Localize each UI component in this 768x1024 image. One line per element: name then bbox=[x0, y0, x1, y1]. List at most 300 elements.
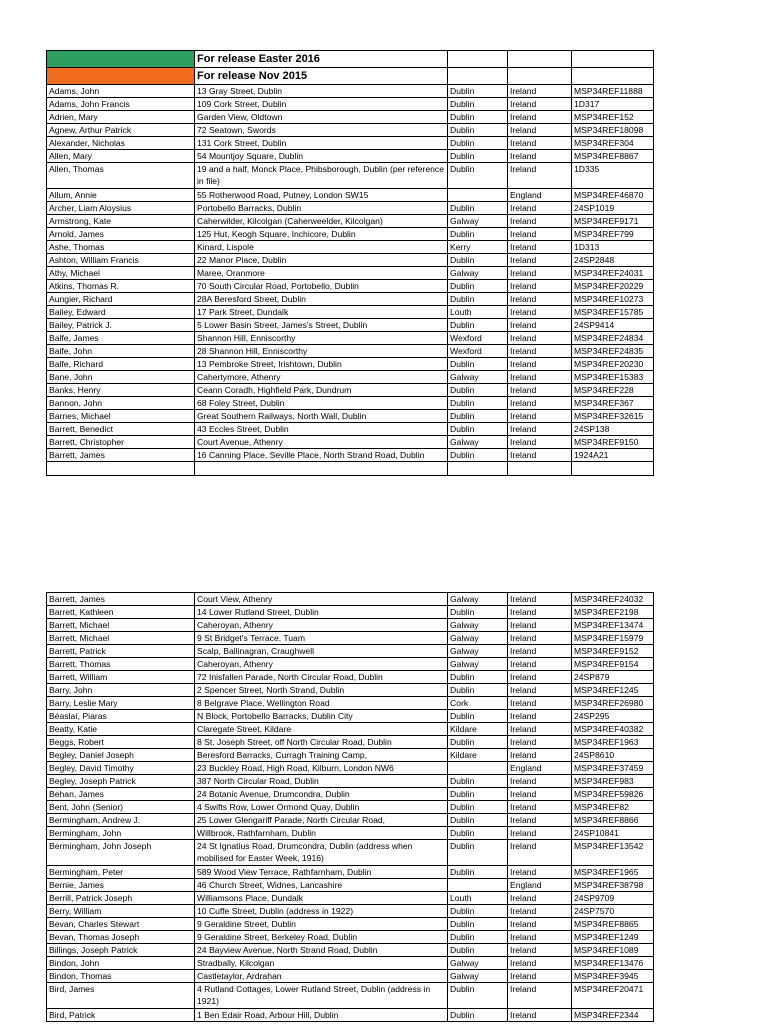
name-cell: Bird, James bbox=[47, 983, 195, 1009]
county-cell: Galway bbox=[448, 970, 508, 983]
address-cell: 24 Bayview Avenue, North Strand Road, Dublin bbox=[195, 944, 448, 957]
reference-cell: MSP34REF40382 bbox=[572, 723, 654, 736]
county-cell: Dublin bbox=[448, 150, 508, 163]
county-cell: Galway bbox=[448, 632, 508, 645]
table-row bbox=[47, 98, 654, 111]
name-cell: Berrill, Patrick Joseph bbox=[47, 892, 195, 905]
table-row bbox=[47, 345, 654, 358]
country-cell: Ireland bbox=[508, 345, 572, 358]
country-cell: Ireland bbox=[508, 371, 572, 384]
table-row bbox=[47, 619, 654, 632]
county-cell: Dublin bbox=[448, 814, 508, 827]
table-row bbox=[47, 723, 654, 736]
reference-cell: MSP34REF228 bbox=[572, 384, 654, 397]
name-cell: Barrett, William bbox=[47, 671, 195, 684]
name-cell: Balfe, John bbox=[47, 345, 195, 358]
reference-cell: 24SP295 bbox=[572, 710, 654, 723]
county-cell: Dublin bbox=[448, 1009, 508, 1022]
county-cell: Dublin bbox=[448, 840, 508, 866]
records-table-bottom bbox=[46, 592, 654, 1022]
county-cell: Dublin bbox=[448, 293, 508, 306]
country-cell: Ireland bbox=[508, 606, 572, 619]
country-cell: Ireland bbox=[508, 449, 572, 462]
county-cell: Galway bbox=[448, 957, 508, 970]
country-cell: Ireland bbox=[508, 150, 572, 163]
table-row bbox=[47, 306, 654, 319]
county-cell: Galway bbox=[448, 215, 508, 228]
reference-cell: MSP34REF13474 bbox=[572, 619, 654, 632]
reference-cell: 24SP138 bbox=[572, 423, 654, 436]
reference-cell: 24SP7570 bbox=[572, 905, 654, 918]
reference-cell: MSP34REF11888 bbox=[572, 85, 654, 98]
address-cell: 9 St Bridget's Terrace, Tuam bbox=[195, 632, 448, 645]
name-cell: Barrett, James bbox=[47, 593, 195, 606]
reference-cell: MSP34REF8865 bbox=[572, 918, 654, 931]
table-row bbox=[47, 410, 654, 423]
country-cell: England bbox=[508, 762, 572, 775]
address-cell: 23 Buckley Road, High Road, Kilburn, London NW6 bbox=[195, 762, 448, 775]
country-cell: England bbox=[508, 879, 572, 892]
country-cell: Ireland bbox=[508, 749, 572, 762]
reference-cell: MSP34REF9154 bbox=[572, 658, 654, 671]
table-row bbox=[47, 436, 654, 449]
address-cell: 28A Beresford Street, Dublin bbox=[195, 293, 448, 306]
legend-label-nov-2015: For release Nov 2015 bbox=[195, 68, 448, 85]
county-cell: Galway bbox=[448, 436, 508, 449]
name-cell: Barnes, Michael bbox=[47, 410, 195, 423]
country-cell: Ireland bbox=[508, 905, 572, 918]
reference-cell: MSP34REF38798 bbox=[572, 879, 654, 892]
name-cell: Adrien, Mary bbox=[47, 111, 195, 124]
county-cell: Galway bbox=[448, 645, 508, 658]
address-cell: 25 Lower Glengariff Parade, North Circular Road, bbox=[195, 814, 448, 827]
name-cell: Behan, James bbox=[47, 788, 195, 801]
address-cell: 109 Cork Street, Dublin bbox=[195, 98, 448, 111]
reference-cell: MSP34REF18098 bbox=[572, 124, 654, 137]
table-row bbox=[47, 892, 654, 905]
address-cell: 70 South Circular Road, Portobello, Dublin bbox=[195, 280, 448, 293]
country-cell: Ireland bbox=[508, 775, 572, 788]
name-cell: Bermingham, Peter bbox=[47, 866, 195, 879]
table-row bbox=[47, 697, 654, 710]
address-cell: 28 Shannon Hill, Enniscorthy bbox=[195, 345, 448, 358]
address-cell: Garden View, Oldtown bbox=[195, 111, 448, 124]
legend-swatch-orange bbox=[47, 68, 195, 85]
table-row bbox=[47, 658, 654, 671]
country-cell: Ireland bbox=[508, 697, 572, 710]
country-cell: Ireland bbox=[508, 619, 572, 632]
country-cell: Ireland bbox=[508, 593, 572, 606]
name-cell: Allum, Annie bbox=[47, 189, 195, 202]
table-row bbox=[47, 710, 654, 723]
table-row bbox=[47, 150, 654, 163]
name-cell: Atkins, Thomas R. bbox=[47, 280, 195, 293]
address-cell: Beresford Barracks, Curragh Training Camp, bbox=[195, 749, 448, 762]
reference-cell: MSP34REF15383 bbox=[572, 371, 654, 384]
county-cell: Dublin bbox=[448, 124, 508, 137]
country-cell: Ireland bbox=[508, 228, 572, 241]
address-cell: 9 Geraldine Street, Dublin bbox=[195, 918, 448, 931]
table-row bbox=[47, 423, 654, 436]
name-cell: Berry, William bbox=[47, 905, 195, 918]
county-cell: Dublin bbox=[448, 684, 508, 697]
name-cell: Adams, John bbox=[47, 85, 195, 98]
country-cell: Ireland bbox=[508, 124, 572, 137]
country-cell: Ireland bbox=[508, 306, 572, 319]
reference-cell: 1D317 bbox=[572, 98, 654, 111]
table-row bbox=[47, 280, 654, 293]
address-cell: Williamsons Place, Dundalk bbox=[195, 892, 448, 905]
reference-cell: MSP34REF8866 bbox=[572, 814, 654, 827]
table-row bbox=[47, 228, 654, 241]
name-cell: Barry, Leslie Mary bbox=[47, 697, 195, 710]
country-cell: Ireland bbox=[508, 254, 572, 267]
table-row bbox=[47, 397, 654, 410]
address-cell: Caherwilder, Kilcolgan (Caherweelder, Kilcolgan) bbox=[195, 215, 448, 228]
county-cell: Dublin bbox=[448, 410, 508, 423]
table-row bbox=[47, 905, 654, 918]
country-cell: Ireland bbox=[508, 436, 572, 449]
address-cell: 68 Foley Street, Dublin bbox=[195, 397, 448, 410]
country-cell: Ireland bbox=[508, 332, 572, 345]
county-cell: Dublin bbox=[448, 85, 508, 98]
address-cell: 125 Hut, Keogh Square, Inchicore, Dublin bbox=[195, 228, 448, 241]
reference-cell: MSP34REF983 bbox=[572, 775, 654, 788]
county-cell: Dublin bbox=[448, 827, 508, 840]
county-cell: Dublin bbox=[448, 280, 508, 293]
country-cell: Ireland bbox=[508, 918, 572, 931]
name-cell: Bevan, Thomas Joseph bbox=[47, 931, 195, 944]
county-cell: Dublin bbox=[448, 98, 508, 111]
table-row bbox=[47, 319, 654, 332]
table-row bbox=[47, 775, 654, 788]
address-cell: Court View, Athenry bbox=[195, 593, 448, 606]
table-row bbox=[47, 371, 654, 384]
name-cell: Bindon, Thomas bbox=[47, 970, 195, 983]
country-cell: Ireland bbox=[508, 397, 572, 410]
table-row bbox=[47, 606, 654, 619]
name-cell: Adams, John Francis bbox=[47, 98, 195, 111]
table-row bbox=[47, 358, 654, 371]
country-cell: Ireland bbox=[508, 632, 572, 645]
reference-cell: 24SP8610 bbox=[572, 749, 654, 762]
name-cell: Barry, John bbox=[47, 684, 195, 697]
table-row bbox=[47, 124, 654, 137]
table-row bbox=[47, 332, 654, 345]
reference-cell: MSP34REF13476 bbox=[572, 957, 654, 970]
address-cell: 54 Mountjoy Square, Dublin bbox=[195, 150, 448, 163]
name-cell: Agnew, Arthur Patrick bbox=[47, 124, 195, 137]
county-cell: Louth bbox=[448, 306, 508, 319]
county-cell: Wexford bbox=[448, 332, 508, 345]
country-cell: Ireland bbox=[508, 970, 572, 983]
table-row bbox=[47, 215, 654, 228]
name-cell: Begley, David Timothy bbox=[47, 762, 195, 775]
country-cell: Ireland bbox=[508, 241, 572, 254]
country-cell: Ireland bbox=[508, 645, 572, 658]
address-cell: 24 Botanic Avenue, Drumcondra, Dublin bbox=[195, 788, 448, 801]
address-cell: Kinard, Lispole bbox=[195, 241, 448, 254]
address-cell: 10 Cuffe Street, Dublin (address in 1922) bbox=[195, 905, 448, 918]
name-cell: Balfe, Richard bbox=[47, 358, 195, 371]
country-cell: Ireland bbox=[508, 801, 572, 814]
county-cell bbox=[448, 879, 508, 892]
reference-cell: 1924A21 bbox=[572, 449, 654, 462]
name-cell: Bevan, Charles Stewart bbox=[47, 918, 195, 931]
name-cell: Allen, Thomas bbox=[47, 163, 195, 189]
table-row bbox=[47, 918, 654, 931]
country-cell: Ireland bbox=[508, 280, 572, 293]
country-cell: Ireland bbox=[508, 215, 572, 228]
address-cell: Willbrook, Rathfarnham, Dublin bbox=[195, 827, 448, 840]
county-cell bbox=[448, 189, 508, 202]
county-cell: Dublin bbox=[448, 163, 508, 189]
county-cell: Dublin bbox=[448, 918, 508, 931]
county-cell: Dublin bbox=[448, 254, 508, 267]
reference-cell: MSP34REF1245 bbox=[572, 684, 654, 697]
name-cell: Barrett, James bbox=[47, 449, 195, 462]
reference-cell: MSP34REF15785 bbox=[572, 306, 654, 319]
name-cell: Bernie, James bbox=[47, 879, 195, 892]
reference-cell: MSP34REF32615 bbox=[572, 410, 654, 423]
address-cell: 4 Swifts Row, Lower Ormond Quay, Dublin bbox=[195, 801, 448, 814]
county-cell: Dublin bbox=[448, 397, 508, 410]
address-cell: Portobello Barracks, Dublin bbox=[195, 202, 448, 215]
table-row bbox=[47, 85, 654, 98]
table-row bbox=[47, 293, 654, 306]
reference-cell: MSP34REF24834 bbox=[572, 332, 654, 345]
table-row bbox=[47, 801, 654, 814]
name-cell: Billings, Joseph Patrick bbox=[47, 944, 195, 957]
name-cell: Begley, Joseph Patrick bbox=[47, 775, 195, 788]
table-row bbox=[47, 241, 654, 254]
county-cell: Dublin bbox=[448, 137, 508, 150]
name-cell: Banks, Henry bbox=[47, 384, 195, 397]
address-cell: 5 Lower Basin Street, James's Street, Dublin bbox=[195, 319, 448, 332]
name-cell: Barrett, Michael bbox=[47, 632, 195, 645]
county-cell: Dublin bbox=[448, 866, 508, 879]
country-cell: Ireland bbox=[508, 98, 572, 111]
name-cell: Bane, John bbox=[47, 371, 195, 384]
address-cell: 13 Gray Street, Dublin bbox=[195, 85, 448, 98]
address-cell: Great Southern Railways, North Wall, Dublin bbox=[195, 410, 448, 423]
name-cell: Bird, Patrick bbox=[47, 1009, 195, 1022]
reference-cell: MSP34REF304 bbox=[572, 137, 654, 150]
name-cell: Barrett, Thomas bbox=[47, 658, 195, 671]
table-row bbox=[47, 762, 654, 775]
county-cell: Galway bbox=[448, 619, 508, 632]
county-cell: Galway bbox=[448, 267, 508, 280]
country-cell: Ireland bbox=[508, 358, 572, 371]
county-cell: Dublin bbox=[448, 710, 508, 723]
name-cell: Barrett, Michael bbox=[47, 619, 195, 632]
table-row bbox=[47, 983, 654, 1009]
address-cell: 72 Seatown, Swords bbox=[195, 124, 448, 137]
country-cell: Ireland bbox=[508, 788, 572, 801]
table-row bbox=[47, 957, 654, 970]
table-row bbox=[47, 163, 654, 189]
reference-cell: MSP34REF2344 bbox=[572, 1009, 654, 1022]
table-row bbox=[47, 788, 654, 801]
address-cell: Scalp, Ballinagran, Craughwell bbox=[195, 645, 448, 658]
country-cell: Ireland bbox=[508, 163, 572, 189]
reference-cell: 24SP2848 bbox=[572, 254, 654, 267]
county-cell: Dublin bbox=[448, 983, 508, 1009]
country-cell: Ireland bbox=[508, 1009, 572, 1022]
county-cell: Dublin bbox=[448, 775, 508, 788]
county-cell: Kildare bbox=[448, 723, 508, 736]
reference-cell: MSP34REF37459 bbox=[572, 762, 654, 775]
name-cell: Beggs, Robert bbox=[47, 736, 195, 749]
name-cell: Bermingham, John Joseph bbox=[47, 840, 195, 866]
name-cell: Ashton, William Francis bbox=[47, 254, 195, 267]
name-cell: Ashe, Thomas bbox=[47, 241, 195, 254]
address-cell: 4 Rutland Cottages, Lower Rutland Street, Dublin (address in 1921) bbox=[195, 983, 448, 1009]
country-cell: Ireland bbox=[508, 319, 572, 332]
table-row bbox=[47, 384, 654, 397]
reference-cell: MSP34REF13542 bbox=[572, 840, 654, 866]
county-cell: Wexford bbox=[448, 345, 508, 358]
address-cell: Castletaylor, Ardrahan bbox=[195, 970, 448, 983]
reference-cell: MSP34REF2198 bbox=[572, 606, 654, 619]
reference-cell: MSP34REF24032 bbox=[572, 593, 654, 606]
reference-cell: MSP34REF1965 bbox=[572, 866, 654, 879]
table-row bbox=[47, 814, 654, 827]
table-row bbox=[47, 267, 654, 280]
name-cell: Archer, Liam Aloysius bbox=[47, 202, 195, 215]
legend-row-nov-2015 bbox=[47, 68, 654, 85]
county-cell: Dublin bbox=[448, 801, 508, 814]
address-cell: 1 Ben Edair Road, Arbour Hill, Dublin bbox=[195, 1009, 448, 1022]
reference-cell: MSP34REF1089 bbox=[572, 944, 654, 957]
reference-cell: MSP34REF15979 bbox=[572, 632, 654, 645]
table-row bbox=[47, 671, 654, 684]
reference-cell: MSP34REF26980 bbox=[572, 697, 654, 710]
name-cell: Bailey, Patrick J. bbox=[47, 319, 195, 332]
table-row bbox=[47, 111, 654, 124]
address-cell: 55 Rotherwood Road, Putney, London SW15 bbox=[195, 189, 448, 202]
address-cell: Caheroyan, Athenry bbox=[195, 658, 448, 671]
reference-cell: 1D335 bbox=[572, 163, 654, 189]
country-cell: Ireland bbox=[508, 723, 572, 736]
address-cell: 14 Lower Rutland Street, Dublin bbox=[195, 606, 448, 619]
county-cell: Kildare bbox=[448, 749, 508, 762]
country-cell: Ireland bbox=[508, 866, 572, 879]
country-cell: Ireland bbox=[508, 658, 572, 671]
address-cell: 72 Inisfallen Parade, North Circular Road, Dublin bbox=[195, 671, 448, 684]
legend-label-easter-2016: For release Easter 2016 bbox=[195, 51, 448, 68]
reference-cell: MSP34REF46870 bbox=[572, 189, 654, 202]
address-cell: Claregate Street, Kildare bbox=[195, 723, 448, 736]
address-cell: Shannon Hill, Enniscorthy bbox=[195, 332, 448, 345]
table-row-empty bbox=[47, 462, 654, 476]
name-cell: Balfe, James bbox=[47, 332, 195, 345]
address-cell: Court Avenue, Athenry bbox=[195, 436, 448, 449]
county-cell bbox=[448, 762, 508, 775]
country-cell: Ireland bbox=[508, 410, 572, 423]
county-cell: Galway bbox=[448, 593, 508, 606]
address-cell: Cahertymore, Athenry bbox=[195, 371, 448, 384]
country-cell: Ireland bbox=[508, 892, 572, 905]
county-cell: Dublin bbox=[448, 202, 508, 215]
table-row bbox=[47, 137, 654, 150]
reference-cell: MSP34REF1963 bbox=[572, 736, 654, 749]
county-cell: Dublin bbox=[448, 931, 508, 944]
records-table-top bbox=[46, 50, 654, 476]
county-cell: Cork bbox=[448, 697, 508, 710]
country-cell: Ireland bbox=[508, 944, 572, 957]
table-row bbox=[47, 736, 654, 749]
country-cell: Ireland bbox=[508, 85, 572, 98]
name-cell: Bailey, Edward bbox=[47, 306, 195, 319]
table-row bbox=[47, 645, 654, 658]
address-cell: Maree, Oranmore bbox=[195, 267, 448, 280]
county-cell: Dublin bbox=[448, 319, 508, 332]
country-cell: Ireland bbox=[508, 267, 572, 280]
reference-cell: MSP34REF9152 bbox=[572, 645, 654, 658]
address-cell: 8 St. Joseph Street, off North Circular Road, Dublin bbox=[195, 736, 448, 749]
table-row bbox=[47, 944, 654, 957]
reference-cell: MSP34REF10273 bbox=[572, 293, 654, 306]
reference-cell: MSP34REF24031 bbox=[572, 267, 654, 280]
county-cell: Dublin bbox=[448, 671, 508, 684]
name-cell: Béaslaí, Piaras bbox=[47, 710, 195, 723]
country-cell: Ireland bbox=[508, 111, 572, 124]
county-cell: Kerry bbox=[448, 241, 508, 254]
table-row bbox=[47, 189, 654, 202]
reference-cell: 24SP1019 bbox=[572, 202, 654, 215]
county-cell: Dublin bbox=[448, 606, 508, 619]
reference-cell: MSP34REF24835 bbox=[572, 345, 654, 358]
country-cell: Ireland bbox=[508, 710, 572, 723]
table-row bbox=[47, 254, 654, 267]
table-row bbox=[47, 866, 654, 879]
reference-cell: 24SP10841 bbox=[572, 827, 654, 840]
country-cell: Ireland bbox=[508, 684, 572, 697]
table-row bbox=[47, 202, 654, 215]
name-cell: Aungier, Richard bbox=[47, 293, 195, 306]
table-row bbox=[47, 840, 654, 866]
reference-cell: MSP34REF20229 bbox=[572, 280, 654, 293]
address-cell: 24 St Ignatius Road, Drumcondra, Dublin (address when mobilised for Easter Week, 1916) bbox=[195, 840, 448, 866]
address-cell: 387 North Circular Road, Dublin bbox=[195, 775, 448, 788]
address-cell: 131 Cork Street, Dublin bbox=[195, 137, 448, 150]
address-cell: 589 Wood View Terrace, Rathfarnham, Dublin bbox=[195, 866, 448, 879]
reference-cell: 24SP9414 bbox=[572, 319, 654, 332]
country-cell: Ireland bbox=[508, 293, 572, 306]
reference-cell: 24SP879 bbox=[572, 671, 654, 684]
name-cell: Beatty, Katie bbox=[47, 723, 195, 736]
county-cell: Dublin bbox=[448, 111, 508, 124]
name-cell: Arnold, James bbox=[47, 228, 195, 241]
address-cell: 22 Manor Place, Dublin bbox=[195, 254, 448, 267]
name-cell: Bent, John (Senior) bbox=[47, 801, 195, 814]
name-cell: Bermingham, Andrew J. bbox=[47, 814, 195, 827]
address-cell: 8 Belgrave Place, Wellington Road bbox=[195, 697, 448, 710]
county-cell: Dublin bbox=[448, 358, 508, 371]
name-cell: Bannon, John bbox=[47, 397, 195, 410]
reference-cell: MSP34REF367 bbox=[572, 397, 654, 410]
name-cell: Allen, Mary bbox=[47, 150, 195, 163]
table-row bbox=[47, 879, 654, 892]
country-cell: Ireland bbox=[508, 931, 572, 944]
address-cell: 16 Canning Place, Seville Place, North Strand Road, Dublin bbox=[195, 449, 448, 462]
reference-cell: MSP34REF1249 bbox=[572, 931, 654, 944]
name-cell: Barrett, Patrick bbox=[47, 645, 195, 658]
reference-cell: MSP34REF3945 bbox=[572, 970, 654, 983]
address-cell: 19 and a half, Monck Place, Phibsborough, Dublin (per reference in file) bbox=[195, 163, 448, 189]
name-cell: Barrett, Christopher bbox=[47, 436, 195, 449]
